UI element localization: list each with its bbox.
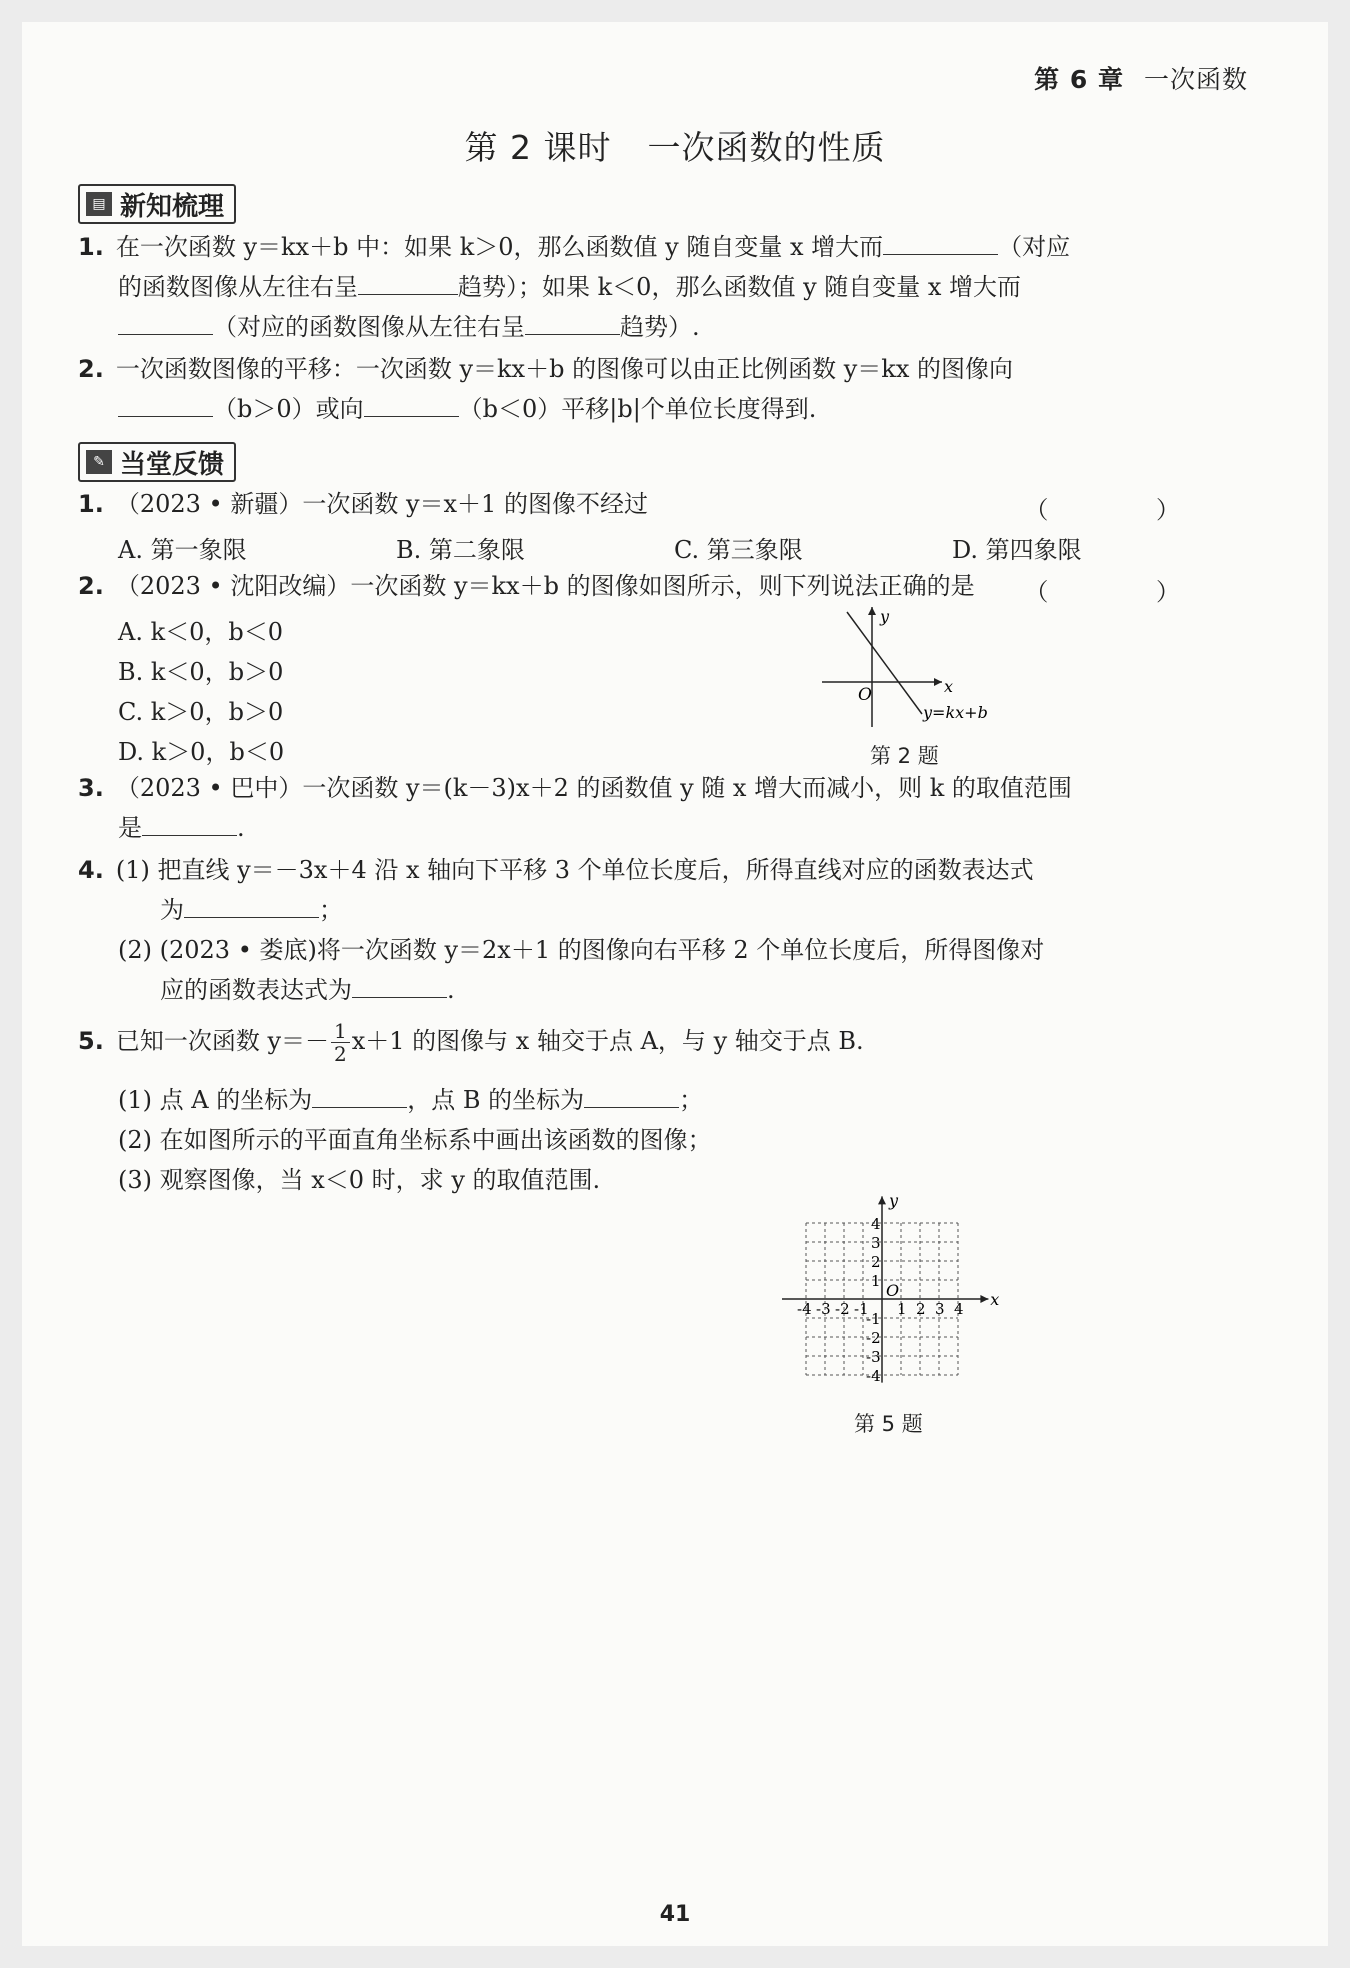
worksheet-page <box>22 22 1328 1946</box>
y-tick-label: 2 <box>871 1253 881 1271</box>
x-tick-label: -2 <box>835 1300 850 1318</box>
question-text: 是 <box>118 814 142 842</box>
denominator: 2 <box>334 1042 347 1066</box>
question-text: (3) 观察图像，当 x＜0 时，求 y 的取值范围. <box>118 1166 601 1194</box>
option-c[interactable]: C. k＞0，b＞0 <box>118 698 284 726</box>
x-tick-label: 4 <box>954 1300 964 1318</box>
question-text: ，点 B 的坐标为 <box>407 1086 585 1114</box>
question-text: ； <box>679 1086 704 1114</box>
answer-blank[interactable] <box>364 396 459 417</box>
answer-blank[interactable] <box>584 1087 679 1108</box>
fraction <box>331 1020 350 1065</box>
option-b[interactable]: B. 第二象限 <box>396 536 525 564</box>
question-text: (1) 把直线 y＝－3x＋4 沿 x 轴向下平移 3 个单位长度后，所得直线对应的函数表达式 <box>115 856 1034 884</box>
x-arrow <box>980 1295 988 1303</box>
answer-blank[interactable] <box>118 314 213 335</box>
answer-paren[interactable]: （ ） <box>1024 578 1230 606</box>
section-feedback <box>78 442 236 482</box>
answer-blank[interactable] <box>525 314 620 335</box>
question-number: 5. <box>78 1027 104 1055</box>
question-number: 1. <box>78 490 104 518</box>
knowledge-q2-line1 <box>78 355 1013 384</box>
feedback-q3-line1 <box>78 774 1072 803</box>
pencil-icon: ✎ <box>86 450 112 474</box>
feedback-q1 <box>78 490 648 519</box>
question-text: 应的函数表达式为 <box>160 976 352 1004</box>
question-text: （b＞0）或向 <box>213 395 364 423</box>
question-text: x＋1 的图像与 x 轴交于点 A，与 y 轴交于点 B. <box>351 1027 864 1055</box>
knowledge-q1-line1 <box>78 233 1070 262</box>
y-tick-label: -2 <box>866 1329 881 1347</box>
lesson-number: 第 2 课时 <box>464 128 612 167</box>
question-text: (2) 在如图所示的平面直角坐标系中画出该函数的图像； <box>118 1126 712 1154</box>
origin-label: O <box>858 685 872 705</box>
feedback-q5-part2 <box>118 1126 712 1155</box>
feedback-q5-part3 <box>118 1166 600 1195</box>
x-tick-label: -3 <box>816 1300 831 1318</box>
y-tick-label: 4 <box>871 1215 881 1233</box>
knowledge-q2-line2 <box>118 395 816 424</box>
figure-caption: 第 5 题 <box>854 1412 923 1436</box>
answer-blank[interactable] <box>118 396 213 417</box>
question-text: 趋势）；如果 k＜0，那么函数值 y 随自变量 x 增大而 <box>458 273 1022 301</box>
feedback-q3-line2 <box>118 814 245 843</box>
answer-blank[interactable] <box>184 897 319 918</box>
option-b[interactable]: B. k＜0，b＞0 <box>118 658 284 686</box>
answer-blank[interactable] <box>358 274 458 295</box>
feedback-q2 <box>78 572 975 601</box>
question-number: 1. <box>78 233 104 261</box>
feedback-q5-part1 <box>118 1086 703 1115</box>
figure-caption: 第 2 题 <box>870 744 939 768</box>
question-text: 在一次函数 y＝kx＋b 中：如果 k＞0，那么函数值 y 随自变量 x 增大而 <box>115 233 884 261</box>
answer-blank[interactable] <box>883 234 998 255</box>
answer-blank[interactable] <box>352 977 447 998</box>
question-text: (2) (2023 • 娄底)将一次函数 y＝2x＋1 的图像向右平移 2 个单位长度后，所得图像对 <box>118 936 1045 964</box>
question-text: (1) 点 A 的坐标为 <box>118 1086 313 1114</box>
x-tick-label: 1 <box>897 1300 907 1318</box>
feedback-q4-line3 <box>118 936 1044 965</box>
answer-blank[interactable] <box>142 815 237 836</box>
question-text: （2023 • 沈阳改编）一次函数 y＝kx＋b 的图像如图所示，则下列说法正确的是 <box>115 572 975 600</box>
y-arrow <box>868 607 876 615</box>
y-tick-label: -4 <box>866 1367 881 1385</box>
answer-paren[interactable]: （ ） <box>1024 496 1230 524</box>
option-d[interactable]: D. 第四象限 <box>952 536 1082 564</box>
feedback-q4-line2 <box>160 896 343 925</box>
question-text: 为 <box>160 896 184 924</box>
question-number: 2. <box>78 572 104 600</box>
q2-graph <box>822 602 1022 732</box>
option-d[interactable]: D. k＞0，b＜0 <box>118 738 285 766</box>
y-tick-label: 1 <box>871 1272 881 1290</box>
x-tick-label: -1 <box>854 1300 869 1318</box>
y-axis-label: y <box>880 607 890 626</box>
question-text: 一次函数图像的平移：一次函数 y＝kx＋b 的图像可以由正比例函数 y＝kx 的图像向 <box>115 355 1013 383</box>
question-text: . <box>237 814 245 842</box>
x-tick-label: 3 <box>935 1300 945 1318</box>
section-title: 新知梳理 <box>120 191 225 222</box>
origin-label: O <box>886 1281 900 1300</box>
question-text: （对应 <box>998 233 1071 261</box>
question-text: ； <box>319 896 343 924</box>
y-tick-label: -3 <box>866 1348 881 1366</box>
question-text: 已知一次函数 y＝－ <box>115 1027 330 1055</box>
question-text: 趋势）. <box>620 313 700 341</box>
x-axis-label: x <box>990 1290 1000 1309</box>
chapter-topic: 一次函数 <box>1143 65 1248 94</box>
q5-coordinate-grid[interactable] <box>782 1182 1012 1392</box>
y-tick-label: -1 <box>866 1310 881 1328</box>
book-icon: ▤ <box>86 192 112 216</box>
option-c[interactable]: C. 第三象限 <box>674 536 803 564</box>
feedback-q4-line4 <box>160 976 455 1005</box>
y-tick-label: 3 <box>871 1234 881 1252</box>
chapter-header <box>1034 60 1248 96</box>
knowledge-q1-line2 <box>118 273 1021 302</box>
question-text: （2023 • 巴中）一次函数 y＝(k－3)x＋2 的函数值 y 随 x 增大而减小，则 k 的取值范围 <box>115 774 1072 802</box>
x-tick-label: 2 <box>916 1300 926 1318</box>
option-a[interactable]: A. k＜0，b＜0 <box>118 618 284 646</box>
chapter-label: 第 6 章 <box>1034 65 1124 94</box>
y-axis-label: y <box>889 1191 899 1210</box>
question-text: 的函数图像从左往右呈 <box>118 273 358 301</box>
feedback-q4-line1 <box>78 856 1034 885</box>
section-title: 当堂反馈 <box>120 449 225 480</box>
question-text: （2023 • 新疆）一次函数 y＝x＋1 的图像不经过 <box>115 490 648 518</box>
lesson-name: 一次函数的性质 <box>647 128 886 167</box>
question-text: . <box>447 976 455 1004</box>
line-label: y=kx+b <box>923 703 988 722</box>
feedback-q5-line1 <box>78 1020 864 1065</box>
question-number: 2. <box>78 355 104 383</box>
option-a[interactable]: A. 第一象限 <box>118 536 247 564</box>
answer-blank[interactable] <box>312 1087 407 1108</box>
y-arrow <box>878 1196 886 1204</box>
question-number: 4. <box>78 856 104 884</box>
lesson-title <box>22 122 1328 169</box>
x-tick-label: -4 <box>797 1300 812 1318</box>
page-number: 41 <box>659 1902 691 1927</box>
question-number: 3. <box>78 774 104 802</box>
question-text: （b＜0）平移|b|个单位长度得到. <box>458 395 817 423</box>
knowledge-q1-line3 <box>118 313 700 342</box>
question-text: （对应的函数图像从左往右呈 <box>213 313 525 341</box>
numerator: 1 <box>331 1020 350 1043</box>
x-arrow <box>934 678 942 686</box>
section-new-knowledge <box>78 184 236 224</box>
x-axis-label: x <box>944 677 954 696</box>
